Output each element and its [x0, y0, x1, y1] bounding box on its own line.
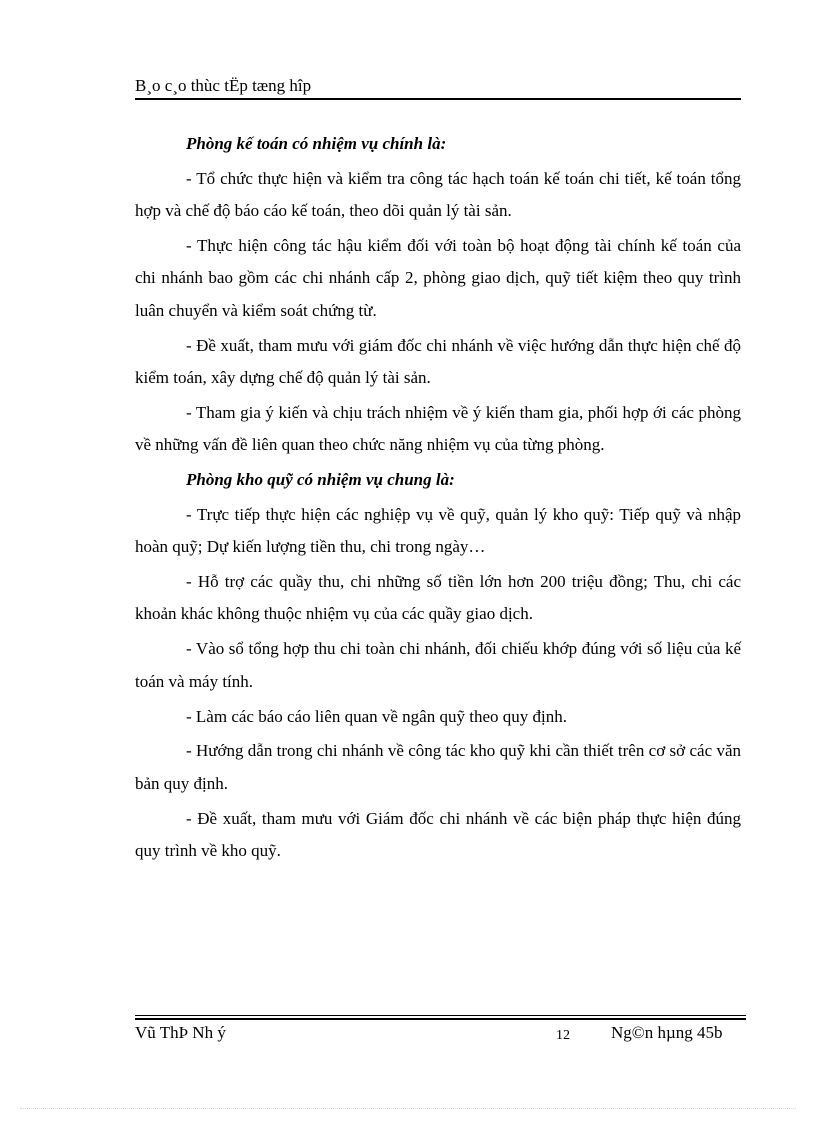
page-number: 12 — [556, 1028, 570, 1043]
paragraph: - Vào sổ tổng hợp thu chi toàn chi nhánh, đối chiếu khớp đúng với số liệu của kế toán và máy tính. — [135, 639, 741, 691]
footer-divider-thick — [135, 1018, 746, 1020]
paragraph: - Hỗ trợ các quầy thu, chi những số tiền lớn hơn 200 triệu đồng; Thu, chi các khoản khác không thuộc nhiệm vụ của các quầy giao dịch. — [135, 571, 741, 624]
paragraph: - Tham gia ý kiến và chịu trách nhiệm về ý kiến tham gia, phối hợp ới các phòng về những vấn đề liên quan theo chức năng nhiệm vụ của từng phòng. — [135, 402, 741, 455]
paragraph: - Đề xuất, tham mưu với giám đốc chi nhánh về việc hướng dẫn thực hiện chế độ kiểm toán, xây dựng chế độ quản lý tài sản. — [135, 335, 741, 388]
header-divider — [135, 98, 741, 100]
page-header-title: B¸o c¸o thùc tËp tæng hîp — [135, 76, 312, 95]
paragraph: - Trực tiếp thực hiện các nghiệp vụ về quỹ, quản lý kho quỹ: Tiếp quỹ và nhập hoàn quỹ; Dự kiến lượng tiền thu, chi trong ngày… — [135, 504, 741, 557]
footer-class-label: Ng©n hµng 45b — [611, 1023, 723, 1042]
section-title-treasury: Phòng kho quỹ có nhiệm vụ chung là: — [186, 470, 455, 490]
paragraph: - Đề xuất, tham mưu với Giám đốc chi nhánh về các biện pháp thực hiện đúng quy trình về kho quỹ. — [135, 808, 741, 861]
document-body — [135, 128, 741, 870]
paragraph: - Hướng dẫn trong chi nhánh về công tác kho quỹ khi cần thiết trên cơ sở các văn bản quy định. — [135, 741, 741, 793]
footer-author: Vũ ThÞ Nh ý — [135, 1023, 226, 1042]
paragraph: - Thực hiện công tác hậu kiểm đối với toàn bộ hoạt động tài chính kế toán của chi nhánh bao gồm các chi nhánh cấp 2, phòng giao dịch, quỹ tiết kiệm theo quy trình luân chuyển và kiểm soát chứng từ. — [135, 235, 741, 320]
paragraph: - Làm các báo cáo liên quan về ngân quỹ theo quy định. — [186, 706, 567, 726]
footer-divider-thin — [135, 1015, 746, 1016]
section-title-accounting: Phòng kế toán có nhiệm vụ chính là: — [186, 134, 447, 153]
page-bottom-dotted-line — [20, 1108, 796, 1109]
paragraph: - Tổ chức thực hiện và kiểm tra công tác hạch toán kế toán chi tiết, kế toán tổng hợp và chế độ báo cáo kế toán, theo dõi quản lý tài sản. — [135, 168, 741, 220]
